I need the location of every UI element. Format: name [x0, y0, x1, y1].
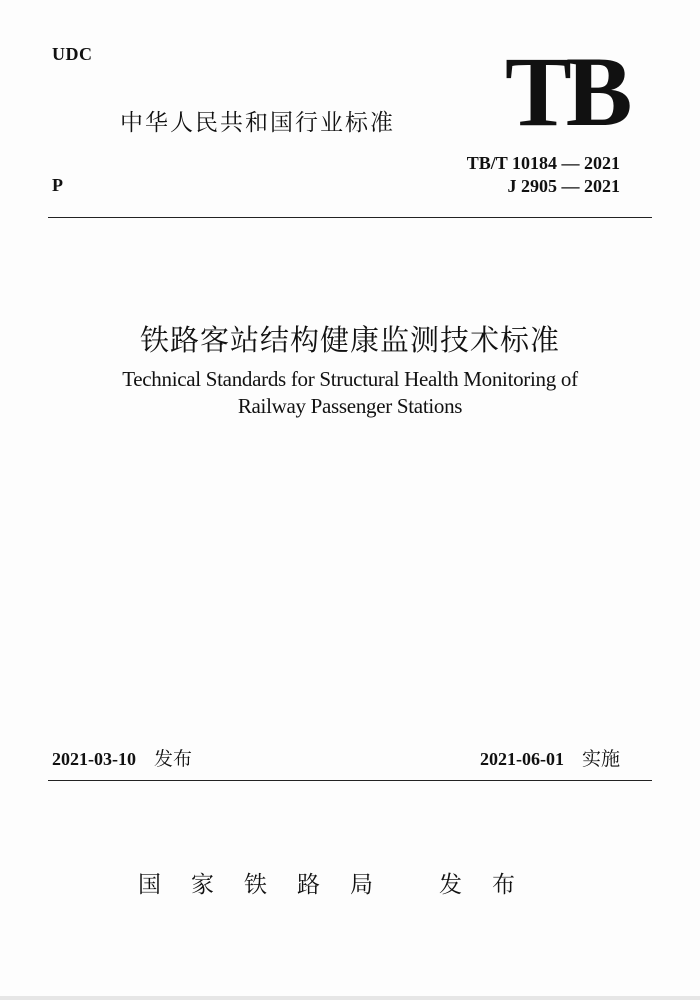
effective-label: 实施	[581, 748, 620, 770]
top-divider	[48, 217, 652, 218]
issuer-organization: 国家铁路局	[138, 872, 403, 898]
issue-label: 发布	[154, 748, 193, 770]
issue-date-block	[52, 744, 192, 771]
issuer-action: 发布	[439, 872, 545, 898]
record-number: J 2905 — 2021	[507, 176, 620, 196]
standard-type-label: 中华人民共和国行业标准	[120, 110, 395, 136]
issuer-line	[138, 866, 545, 899]
title-english-line-2: Railway Passenger Stations	[237, 394, 463, 418]
standard-number: TB/T 10184 — 2021	[466, 153, 620, 173]
udc-label: UDC	[52, 44, 93, 64]
effective-date: 2021-06-01	[479, 749, 564, 769]
page-bottom-edge	[0, 996, 700, 1000]
standard-codes	[467, 152, 620, 198]
title-chinese: 铁路客站结构健康监测技术标准	[139, 323, 560, 357]
classification-code: P	[52, 175, 63, 195]
bottom-divider	[48, 780, 652, 781]
tb-logo-mark: TB	[505, 36, 627, 147]
issue-date: 2021-03-10	[52, 749, 136, 769]
effective-date-block	[480, 744, 620, 771]
title-english-line-1: Technical Standards for Structural Health Monitoring of	[122, 367, 578, 391]
title-english	[0, 366, 700, 420]
